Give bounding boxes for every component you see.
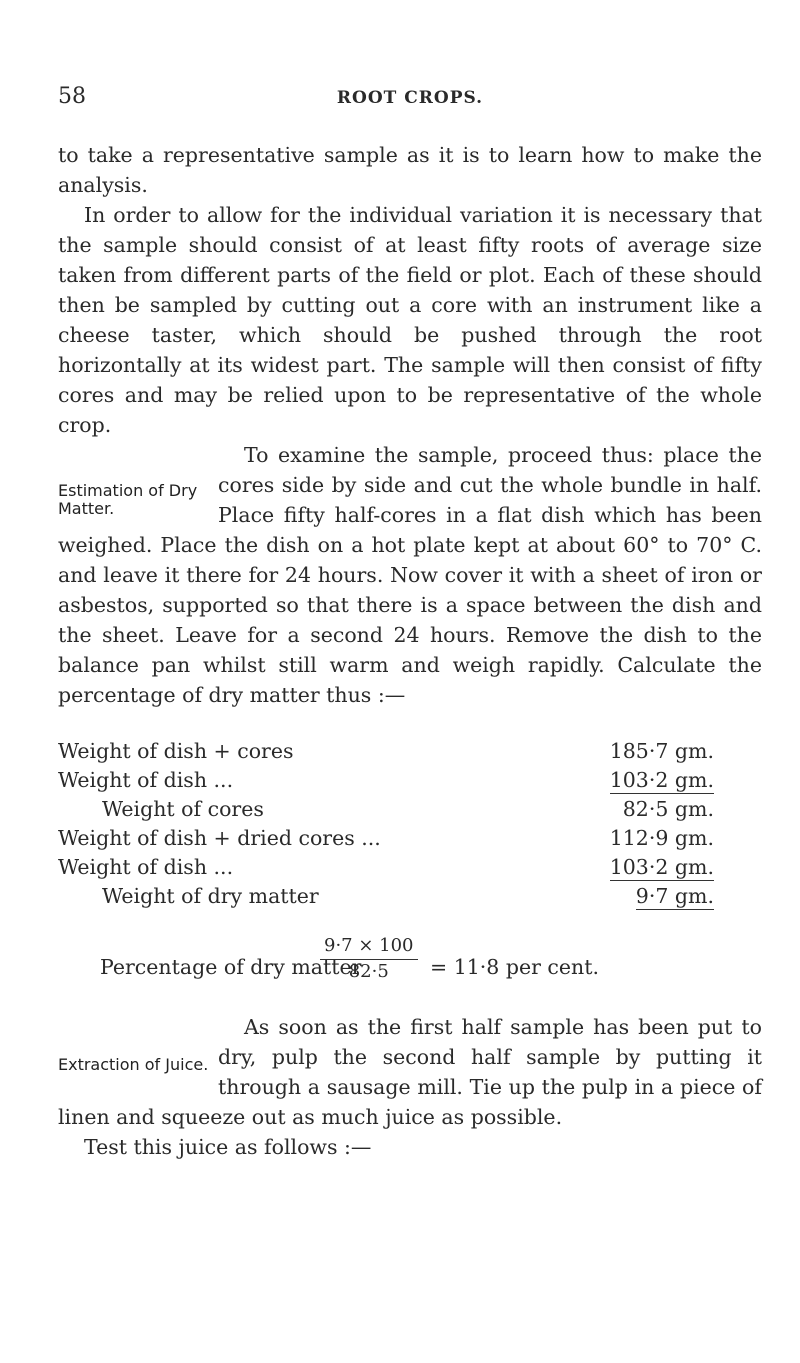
row-label: Weight of dry matter xyxy=(102,884,319,908)
page-number: 58 xyxy=(58,84,86,109)
formula-result: = 11·8 per cent. xyxy=(430,955,599,979)
row-value-text: 103·2 gm. xyxy=(609,855,714,879)
percentage-formula xyxy=(58,936,762,1006)
row-label: Weight of dish ... xyxy=(58,768,234,792)
row-label: Weight of cores xyxy=(102,797,264,821)
row-value xyxy=(594,765,714,794)
running-header xyxy=(58,84,762,114)
paragraph-4: As soon as the first half sample has been put to dry, pulp the second half sample by putting it through a sausage mill. Tie up the pulp in a piece of linen and squeeze out as much juice as possible. xyxy=(58,1015,762,1129)
formula-label: Percentage of dry matter xyxy=(100,955,362,979)
juice-section xyxy=(58,1012,762,1162)
page-body xyxy=(58,140,762,1162)
fraction-denominator: 82·5 xyxy=(320,959,418,982)
row-label: Weight of dish + dried cores ... xyxy=(58,826,381,850)
fraction-numerator: 9·7 × 100 xyxy=(324,935,414,956)
row-value: 82·5 gm. xyxy=(622,797,714,821)
table-row xyxy=(58,852,714,881)
row-value-text: 9·7 gm. xyxy=(635,884,714,908)
row-value xyxy=(594,881,714,910)
table-row xyxy=(58,881,714,910)
table-row xyxy=(58,736,714,765)
row-value: 112·9 gm. xyxy=(609,826,714,850)
running-title: ROOT CROPS. xyxy=(336,88,484,108)
table-row xyxy=(58,794,714,823)
row-label: Weight of dish + cores xyxy=(58,739,294,763)
row-value xyxy=(594,852,714,881)
table-row xyxy=(58,765,714,794)
row-label: Weight of dish ... xyxy=(58,855,234,879)
weights-table xyxy=(58,736,714,910)
row-value: 185·7 gm. xyxy=(609,739,714,763)
side-note-dry-matter: Estimation of Dry Matter. xyxy=(58,481,198,518)
fraction xyxy=(320,936,418,982)
row-value-text: 103·2 gm. xyxy=(609,768,714,792)
paragraph-3: To examine the sample, proceed thus: place the cores side by side and cut the whole bundle in half. Place fifty half-cores in a flat dish which has been weighed. Place the dish on a hot plate kept at about 60° to 70° C. and leave it there for 24 hours. Now cover it with a sheet of iron or asbestos, supported so that there is a space between the dish and the sheet. Leave for a second 24 hours. Remove the dish to the balance pan whilst still warm and weigh rapidly. Calculate the percentage of dry matter thus :— xyxy=(58,443,762,707)
paragraph-1: to take a representative sample as it is to learn how to make the analysis. xyxy=(58,143,762,197)
paragraph-2: In order to allow for the individual variation it is necessary that the sample should consist of at least fifty roots of average size taken from different parts of the field or plot. Each of these should then be sampled by cutting out a core with an instrument like a cheese taster, which should be pushed through the root horizontally at its widest part. The sample will then consist of fifty cores and may be relied upon to be representative of the whole crop. xyxy=(58,203,762,437)
side-note-juice: Extraction of Juice. xyxy=(58,1055,209,1074)
table-row xyxy=(58,823,714,852)
paragraph-5: Test this juice as follows :— xyxy=(84,1135,372,1159)
